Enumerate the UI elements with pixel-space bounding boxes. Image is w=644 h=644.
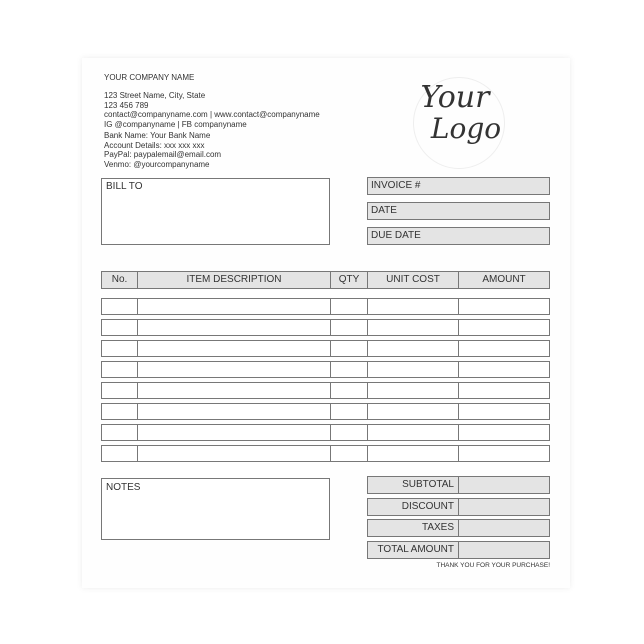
- table-cell-amount[interactable]: [458, 403, 550, 420]
- invoice-number-label: INVOICE #: [371, 180, 421, 191]
- table-cell-no[interactable]: [101, 424, 138, 441]
- date-label: DATE: [371, 205, 397, 216]
- table-cell-no[interactable]: [101, 403, 138, 420]
- table-cell-amount[interactable]: [458, 340, 550, 357]
- paypal: PayPal: paypalemail@email.com: [104, 150, 222, 159]
- table-cell-amount[interactable]: [458, 382, 550, 399]
- table-cell-description[interactable]: [137, 298, 331, 315]
- table-cell-description[interactable]: [137, 361, 331, 378]
- table-cell-qty[interactable]: [330, 340, 368, 357]
- total-value-field[interactable]: [458, 498, 550, 516]
- bill-to-box[interactable]: [101, 178, 330, 245]
- total-value-field[interactable]: [458, 476, 550, 494]
- table-cell-no[interactable]: [101, 382, 138, 399]
- table-cell-description[interactable]: [137, 424, 331, 441]
- table-cell-description[interactable]: [137, 319, 331, 336]
- notes-box[interactable]: [101, 478, 330, 540]
- table-cell-unit-cost[interactable]: [367, 319, 459, 336]
- date-field[interactable]: [367, 202, 550, 220]
- table-cell-qty[interactable]: [330, 403, 368, 420]
- table-cell-description[interactable]: [137, 382, 331, 399]
- table-cell-unit-cost[interactable]: [367, 403, 459, 420]
- header-amount: AMOUNT: [458, 271, 550, 289]
- table-cell-qty[interactable]: [330, 319, 368, 336]
- table-cell-unit-cost[interactable]: [367, 382, 459, 399]
- logo-text-2: Logo: [430, 112, 502, 145]
- table-cell-no[interactable]: [101, 340, 138, 357]
- table-cell-no[interactable]: [101, 298, 138, 315]
- total-label: SUBTOTAL: [367, 476, 459, 494]
- table-cell-unit-cost[interactable]: [367, 298, 459, 315]
- due-date-field[interactable]: [367, 227, 550, 245]
- table-cell-unit-cost[interactable]: [367, 340, 459, 357]
- total-label: TAXES: [367, 519, 459, 537]
- invoice-number-field[interactable]: [367, 177, 550, 195]
- company-name: YOUR COMPANY NAME: [104, 73, 195, 82]
- table-cell-qty[interactable]: [330, 298, 368, 315]
- table-cell-amount[interactable]: [458, 445, 550, 462]
- thank-you-message: THANK YOU FOR YOUR PURCHASE!: [436, 562, 550, 569]
- header-unit-cost: UNIT COST: [367, 271, 459, 289]
- table-cell-description[interactable]: [137, 403, 331, 420]
- header-no: No.: [101, 271, 138, 289]
- venmo: Venmo: @yourcompanyname: [104, 159, 210, 169]
- table-cell-qty[interactable]: [330, 424, 368, 441]
- table-cell-qty[interactable]: [330, 361, 368, 378]
- table-cell-no[interactable]: [101, 319, 138, 336]
- table-cell-amount[interactable]: [458, 298, 550, 315]
- company-social: IG @companyname | FB companyname: [104, 119, 247, 129]
- table-cell-amount[interactable]: [458, 424, 550, 441]
- table-cell-unit-cost[interactable]: [367, 361, 459, 378]
- total-label: DISCOUNT: [367, 498, 459, 516]
- table-cell-unit-cost[interactable]: [367, 445, 459, 462]
- table-cell-qty[interactable]: [330, 445, 368, 462]
- logo-text-1: Your: [420, 80, 490, 115]
- header-description: ITEM DESCRIPTION: [137, 271, 331, 289]
- table-cell-description[interactable]: [137, 340, 331, 357]
- table-cell-unit-cost[interactable]: [367, 424, 459, 441]
- bank-name: Bank Name: Your Bank Name: [104, 131, 211, 140]
- company-contact: contact@companyname.com | www.contact@companyname: [104, 110, 320, 119]
- table-cell-no[interactable]: [101, 361, 138, 378]
- table-cell-qty[interactable]: [330, 382, 368, 399]
- company-address: 123 Street Name, City, State: [104, 91, 206, 100]
- table-cell-amount[interactable]: [458, 319, 550, 336]
- table-cell-amount[interactable]: [458, 361, 550, 378]
- total-value-field[interactable]: [458, 519, 550, 537]
- table-cell-description[interactable]: [137, 445, 331, 462]
- table-cell-no[interactable]: [101, 445, 138, 462]
- total-label: TOTAL AMOUNT: [367, 541, 459, 559]
- bill-to-label: BILL TO: [106, 181, 143, 192]
- account-details: Account Details: xxx xxx xxx: [104, 140, 205, 150]
- due-date-label: DUE DATE: [371, 230, 421, 241]
- header-qty: QTY: [330, 271, 368, 289]
- company-phone: 123 456 789: [104, 100, 149, 110]
- total-value-field[interactable]: [458, 541, 550, 559]
- logo: [413, 77, 505, 169]
- notes-label: NOTES: [106, 482, 141, 493]
